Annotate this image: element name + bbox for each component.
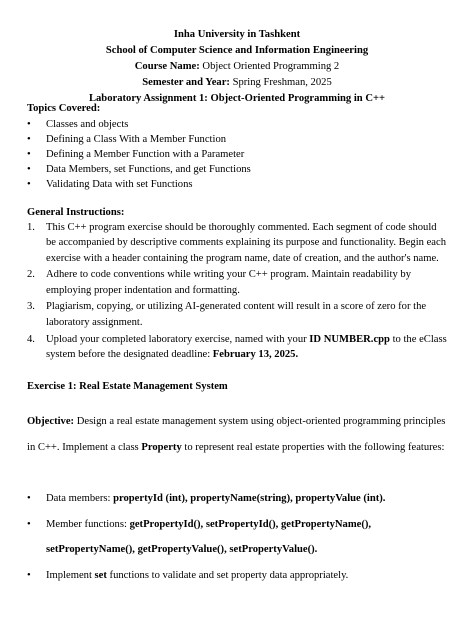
set-keyword: set: [94, 570, 107, 582]
topic-text: Validating Data with set Functions: [46, 179, 193, 190]
semester-label: Semester and Year:: [142, 77, 230, 88]
objective-text: Design a real estate management system using object-oriented programming principles in C++. Implement a class: [27, 416, 446, 453]
feature-text: functions to validate and set property data appropriately.: [106, 570, 349, 582]
topic-text: Defining a Class With a Member Function: [46, 134, 227, 145]
course-value: Object Oriented Programming 2: [199, 61, 340, 72]
bullet-marker: •: [27, 518, 31, 530]
list-item: [27, 162, 251, 177]
item-number: 1.: [27, 222, 35, 233]
feature-text: Implement: [46, 570, 95, 582]
objective-label: Objective:: [27, 416, 75, 427]
bullet-marker: •: [27, 570, 31, 582]
document-header: [0, 27, 474, 107]
exercise-heading: Exercise 1: Real Estate Management System: [27, 381, 228, 392]
bullet-marker: •: [27, 164, 31, 175]
feature-text: Member functions:: [46, 518, 130, 530]
course-line: [0, 59, 474, 75]
bullet-marker: •: [27, 493, 31, 504]
topics-heading: Topics Covered:: [27, 103, 101, 114]
assignment-title: Laboratory Assignment 1: Object-Oriented Programming in C++: [88, 93, 386, 104]
list-item: [27, 117, 251, 132]
instructions-list: [27, 220, 447, 364]
instruction-text: This C++ program exercise should be thoroughly commented. Each segment of code should be accompanied by descriptive comments explaining its purpose and functionality. Begin each exercise with a header containing the program name, date of creation, and the author's name.: [46, 222, 446, 264]
objective-text: to represent real estate properties with the following features:: [181, 441, 445, 453]
list-item: [27, 299, 447, 330]
course-label: Course Name:: [134, 61, 200, 72]
list-item: [27, 332, 447, 363]
item-number: 2.: [27, 269, 35, 281]
topic-text: Classes and objects: [46, 119, 129, 130]
item-number: 3.: [27, 301, 35, 313]
list-item: [27, 563, 447, 589]
university-name: Inha University in Tashkent: [173, 29, 301, 40]
data-members: propertyId (int), propertyName(string), propertyValue (int).: [113, 493, 386, 504]
feature-text: Data members:: [46, 493, 114, 504]
semester-value: Spring Freshman, 2025: [229, 77, 332, 88]
objective-paragraph: [27, 409, 447, 460]
topic-text: Defining a Member Function with a Parameter: [46, 149, 245, 160]
instruction-text: to the eClass system before the designated deadline:: [46, 333, 447, 360]
instructions-heading: General Instructions:: [27, 207, 125, 218]
list-item: [27, 486, 447, 512]
bullet-marker: •: [27, 179, 31, 190]
school-name: School of Computer Science and Information Engineering: [105, 45, 369, 56]
bullet-marker: •: [27, 149, 31, 160]
list-item: [27, 132, 251, 147]
instruction-text: Plagiarism, copying, or utilizing AI-generated content will result in a score of zero for the laboratory assignment.: [46, 301, 427, 328]
instruction-text: Adhere to code conventions while writing your C++ program. Maintain readability by employing proper indentation and formatting.: [46, 269, 411, 296]
list-item: [27, 177, 251, 192]
item-number: 4.: [27, 333, 35, 345]
features-list: [27, 486, 447, 589]
instruction-text: Upload your completed laboratory exercise, named with your: [46, 333, 310, 345]
list-item: [27, 512, 447, 563]
semester-line: [0, 75, 474, 91]
list-item: [27, 220, 447, 266]
class-name: Property: [141, 441, 182, 453]
member-functions: getPropertyId(), setPropertyId(), getPropertyName(), setPropertyName(), getPropertyValue(), setPropertyValue().: [46, 518, 372, 556]
filename-requirement: ID NUMBER.cpp: [309, 333, 390, 345]
topic-text: Data Members, set Functions, and get Functions: [46, 164, 251, 175]
topics-list: [27, 117, 251, 192]
list-item: [27, 147, 251, 162]
bullet-marker: •: [27, 134, 31, 145]
bullet-marker: •: [27, 119, 31, 130]
deadline-date: February 13, 2025.: [212, 348, 299, 360]
list-item: [27, 267, 447, 298]
